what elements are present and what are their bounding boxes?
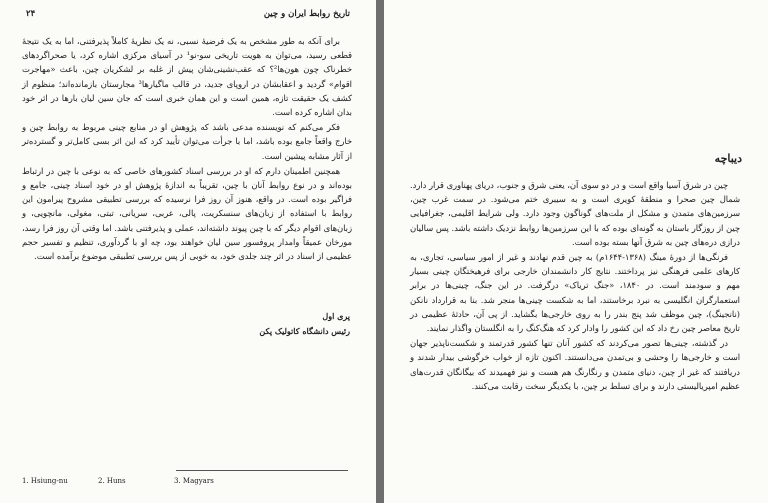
paragraph: برای آنکه به طور مشخص به یک فرضیهٔ نسبی، نه یک نظریهٔ کاملاً پذیرفتنی، اما به یک نتیجهٔ قطعی رسید، می‌توان به هویت تاریخی سو-نو¹ در آسیای مرکزی اشاره کرد، یا صحراگردهای خطرناک چون هون‌ها²؟ که عقب‌نشینی‌شان پیش از غلبه بر لشکریان چین، باعث «مهاجرت اقوام» گردید و اعقابشان در اروپای جدید، در قالب ماگیارها³ مجارستان بازمانده‌اند؛ منظوم از کشف یک حقیقت تازه، همین است و این همان خبری است که جان سین لیان بارها در اثر خود بدان اشاره کرده است. bbox=[22, 36, 352, 118]
right-page bbox=[384, 0, 768, 503]
footnote-2: 2. Huns bbox=[98, 477, 126, 485]
paragraph: فرنگی‌ها از دورهٔ مینگ (۱۳۶۸-۱۶۴۴م) به چین قدم نهادند و غیر از امور سیاسی، تجاری، به کارهای علمی فرهنگی نیز پرداختند. نتایج کار دانشمندان خارجی برای فرهیختگان چینی بسیار مهم و سودمند است. در ۱۸۴۰، «جنگ تریاک» درگرفت. در این جنگ، چینی‌ها در برابر استعمارگران انگلیسی به نبرد برخاستند، اما به شکست چینی‌ها منجر شد. بنا به قرارداد نانکن (نانجینگ)، چین موظف شد پنج بندر را به روی خارجی‌ها بگشاید. از پی آن، حادثهٔ عظیمی در تاریخ معاصر چین رخ داد که این کشور را وادار کرد که هنگ‌کنگ را به انگلستان واگذار نمایند. bbox=[410, 252, 740, 334]
paragraph: فکر می‌کنم که نویسنده مدعی باشد که پژوهش او در منابع چینی مربوط به روابط چین و خارج واقعاً جامع بوده باشد، اما با جرأت می‌توان تأیید کرد که این اثر بسی کامل‌تر و گسترده‌تر از آثار مشابه پیشین است. bbox=[22, 122, 352, 161]
left-body-text bbox=[22, 34, 352, 264]
right-body-text bbox=[410, 178, 740, 394]
footnotes bbox=[22, 477, 342, 485]
signature-title: رئیس دانشگاه کاتولیک پکن bbox=[259, 326, 350, 336]
signature-name: پری اول bbox=[322, 311, 350, 321]
book-gutter bbox=[376, 0, 384, 503]
paragraph: چین در شرق آسیا واقع است و در دو سوی آن، یعنی شرق و جنوب، دریای پهناوری قرار دارد. شمال چین صحرا و منطقهٔ کویری است و به سیبری ختم می‌شود. در سمت غرب چین، سرزمین‌های متمدن و مشکل از ملت‌های گوناگون وجود دارد. ولی شرایط اقلیمی، جغرافیایی چین از روزگار باستان به گونه‌ای بوده که با این سرزمین‌ها روابط نزدیک داشته باشد. پس سالیان درازی دره‌های چین به شرق آنها بسته بوده است. bbox=[410, 180, 740, 247]
footnote-rule bbox=[176, 470, 348, 471]
section-title: دیباچه bbox=[714, 152, 742, 165]
footnote-3: 3. Magyars bbox=[174, 477, 214, 485]
running-title: تاریخ روابط ایران و چین bbox=[263, 9, 350, 19]
running-head bbox=[26, 7, 350, 21]
page-number: ۲۴ bbox=[26, 9, 36, 19]
footnote-1: 1. Hsiung-nu bbox=[22, 477, 68, 485]
paragraph: همچنین اطمینان دارم که او در بررسی اسناد کشورهای خاصی که به نوعی با چین در ارتباط بوده‌اند و در نوع روابط آنان با چین، تقریباً به اندازهٔ پژوهش او در خود اسناد چینی، جامع و فراگیر بوده است. در واقع، هنوز آن روز فرا نرسیده که بررسی تطبیقی مشروح پیرامون این روابط با استفاده از زبان‌های سنسکریت، پالی، عربی، سریانی، تبتی، مغولی، مانچویی، و زبان‌های اقوام دیگر که با چین پیوند داشته‌اند، عملی و پذیرفتنی باشد. اما وقتی آن روز فرا رسد، مورخان عمیقاً وامدار پروفسور سین لیان خواهند بود، چه او با گردآوری، تنظیم و تفسیر حجم عظیمی از اسناد در اثر چند جلدی خود، به خوبی از پس بررسی تطبیقی موضوع برآمده است. bbox=[22, 165, 352, 262]
paragraph: در گذشته، چینی‌ها تصور می‌کردند که کشور آنان تنها کشور قدرتمند و شکست‌ناپذیر جهان است و خارجی‌ها را وحشی و بی‌تمدن می‌دانستند. اکنون تازه از خواب خرگوشی بیدار شدند و دریافتند که غیر از چین، دنیای متمدن و رنگارنگ هم هست و نیز فهمیدند که بیگانگان قدرت‌های عظیم امپریالیستی دارند و برای تسلط بر چین، با یکدیگر سخت رقابت می‌کنند. bbox=[410, 338, 740, 391]
left-page bbox=[0, 0, 376, 503]
